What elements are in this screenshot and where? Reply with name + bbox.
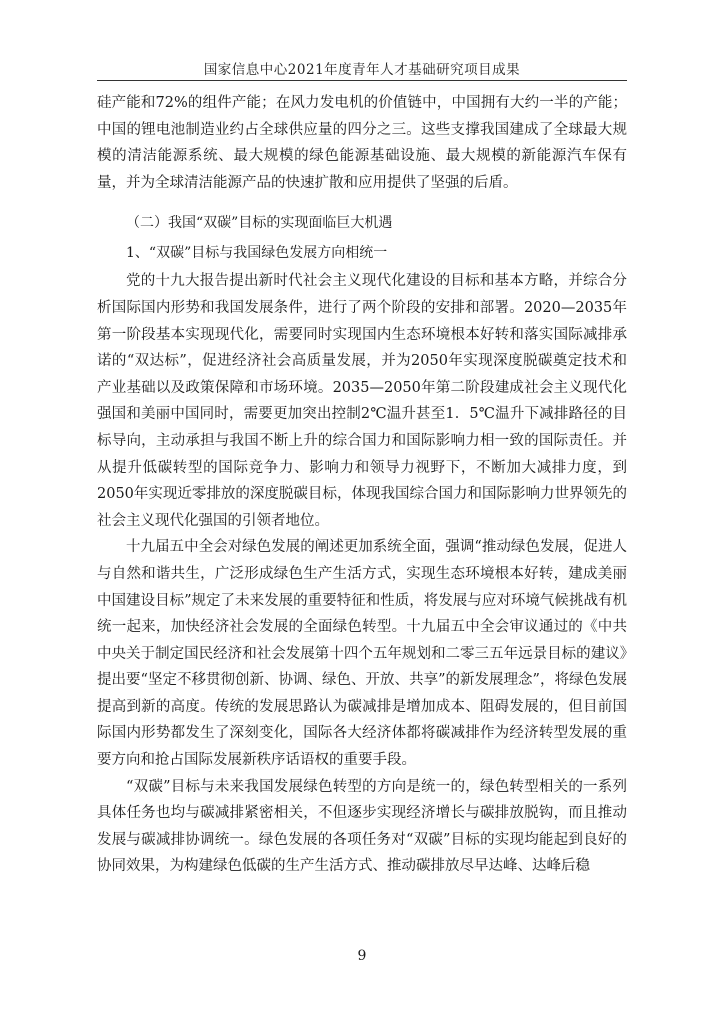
subsection-heading: 1、“双碳”目标与我国绿色发展方向相统一 bbox=[126, 245, 388, 262]
header-rule bbox=[97, 80, 627, 81]
paragraph-3: “双碳”目标与未来我国发展绿色转型的方向是统一的，绿色转型相关的一系列具体任务也均与碳减排紧密相关，不但逐步实现经济增长与碳排放脱钩，而且推动发展与碳减排协调统一。绿色发展的各项任务对“双碳”目标的实现均能起到良好的协同效果，为构建绿色低碳的生产生活方式、推动碳排放尽早达峰、达峰后稳 bbox=[97, 778, 627, 875]
document-body bbox=[97, 90, 627, 880]
paragraph-continued: 硅产能和72%的组件产能；在风力发电机的价值链中，中国拥有大约一半的产能；中国的锂电池制造业约占全球供应量的四分之三。这些支撑我国建成了全球最大规模的清洁能源系统、最大规模的绿色能源基础设施、最大规模的新能源汽车保有量，并为全球清洁能源产品的快速扩散和应用提供了坚强的后盾。 bbox=[97, 95, 627, 191]
running-header: 国家信息中心2021年度青年人才基础研究项目成果 bbox=[203, 62, 521, 78]
page-number: 9 bbox=[357, 948, 367, 964]
section-heading: （二）我国“双碳”目标的实现面临巨大机遇 bbox=[126, 215, 393, 232]
paragraph-2: 十九届五中全会对绿色发展的阐述更加系统全面，强调“推动绿色发展，促进人与自然和谐共生，广泛形成绿色生产生活方式，实现生态环境根本好转，建成美丽中国建设目标”规定了未来发展的重要特征和性质，将发展与应对环境气候挑战有机统一起来，加快经济社会发展的全面绿色转型。十九届五中全会审议通过的《中共中央关于制定国民经济和社会发展第十四个五年规划和二零三五年远景目标的建议》提出要“坚定不移贯彻创新、协调、绿色、开放、共享”的新发展理念”，将绿色发展提高到新的高度。传统的发展思路认为碳减排是增加成本、阻碍发展的，但目前国际国内形势都发生了深刻变化，国际各大经济体都将碳减排作为经济转型发展的重要方向和抢占国际发展新秩序话语权的重要手段。 bbox=[97, 539, 627, 769]
paragraph-1: 党的十九大报告提出新时代社会主义现代化建设的目标和基本方略，并综合分析国际国内形势和我国发展条件，进行了两个阶段的安排和部署。2020—2035年第一阶段基本实现现代化，需要同时实现国内生态环境根本好转和落实国际减排承诺的“双达标”，促进经济社会高质量发展，并为2050年实现深度脱碳奠定技术和产业基础以及政策保障和市场环境。2035—2050年第二阶段建成社会主义现代化强国和美丽中国同时，需要更加突出控制2℃温升甚至1．5℃温升下减排路径的目标导向，主动承担与我国不断上升的综合国力和国际影响力相一致的国际责任。并从提升低碳转型的国际竞争力、影响力和领导力视野下，不断加大减排力度，到2050年实现近零排放的深度脱碳目标，体现我国综合国力和国际影响力世界领先的社会主义现代化强国的引领者地位。 bbox=[97, 273, 627, 529]
